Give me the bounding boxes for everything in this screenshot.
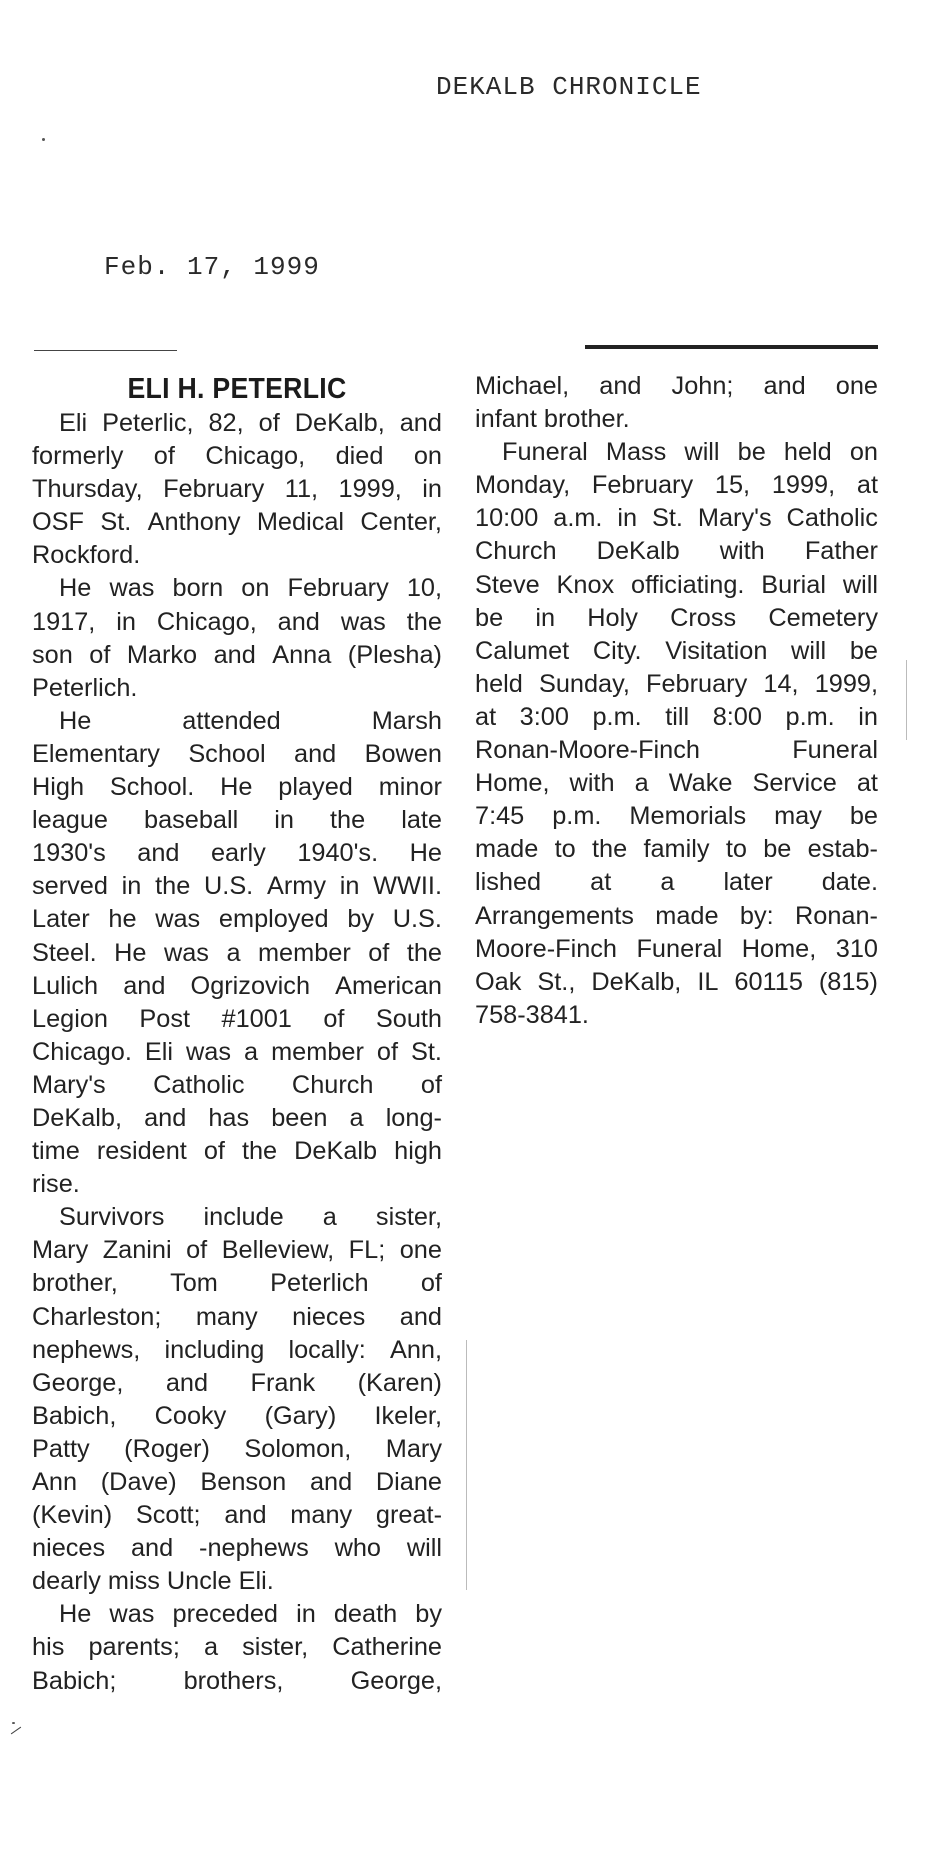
text-line: Patty (Roger) Solomon, Mary (32, 1434, 442, 1463)
text-line: served in the U.S. Army in WWII. (32, 872, 442, 901)
obituary-headline: ELI H. PETERLIC (127, 373, 347, 405)
text-line: He attended Marsh (59, 706, 442, 735)
text-line: rise. (32, 1170, 80, 1199)
text-line: Babich; brothers, George, (32, 1666, 442, 1695)
text-line: Mary's Catholic Church of (32, 1070, 442, 1099)
scan-mark (11, 1727, 21, 1735)
text-line: son of Marko and Anna (Plesha) (32, 640, 442, 669)
left-column-text (32, 407, 442, 1698)
obituary-column-left (32, 371, 442, 1698)
text-line: Arrangements made by: Ronan- (475, 901, 878, 930)
text-line: Oak St., DeKalb, IL 60115 (815) (475, 967, 878, 996)
text-line: Later he was employed by U.S. (32, 905, 442, 934)
text-line: Thursday, February 11, 1999, in (32, 475, 442, 504)
column-rule-left (34, 350, 177, 351)
text-line: Ann (Dave) Benson and Diane (32, 1468, 442, 1496)
text-line: Michael, and John; and one (475, 372, 878, 400)
text-line: held Sunday, February 14, 1999, (475, 669, 878, 698)
text-line: 758-3841. (475, 1000, 589, 1029)
text-line: Church DeKalb with Father (475, 537, 878, 566)
text-line: be in Holy Cross Cemetery (475, 603, 878, 632)
text-line: his parents; a sister, Catherine (32, 1633, 442, 1662)
text-line: Lulich and Ogrizovich American (32, 971, 442, 1000)
text-line: made to the family to be estab- (475, 835, 878, 864)
text-line: at 3:00 p.m. till 8:00 p.m. in (475, 702, 878, 731)
text-line: Steve Knox officiating. Burial will (475, 570, 878, 599)
text-line: Legion Post #1001 of South (32, 1004, 442, 1033)
text-line: (Kevin) Scott; and many great- (32, 1501, 442, 1530)
text-line: Calumet City. Visitation will be (475, 636, 878, 665)
text-line: OSF St. Anthony Medical Center, (32, 508, 442, 537)
scan-edge-line (906, 660, 907, 740)
text-line: Survivors include a sister, (59, 1203, 442, 1232)
text-line: Charleston; many nieces and (32, 1302, 442, 1331)
text-line: Elementary School and Bowen (32, 739, 442, 768)
text-line: dearly miss Uncle Eli. (32, 1567, 274, 1596)
text-line: Peterlich. (32, 673, 138, 702)
text-line: Moore-Finch Funeral Home, 310 (475, 934, 878, 963)
text-line: 1917, in Chicago, and was the (32, 607, 442, 636)
text-line: Chicago. Eli was a member of St. (32, 1037, 442, 1066)
text-line: High School. He played minor (32, 773, 442, 802)
publication-date: Feb. 17, 1999 (104, 252, 320, 282)
text-line: Eli Peterlic, 82, of DeKalb, and (59, 409, 442, 437)
scan-edge-line (466, 1340, 467, 1590)
text-line: formerly of Chicago, died on (32, 442, 442, 471)
text-line: He was born on February 10, (59, 574, 442, 603)
publication-name: DEKALB CHRONICLE (436, 72, 702, 102)
text-line: lished at a later date. (475, 868, 878, 897)
right-column-text (475, 370, 878, 1032)
text-line: league baseball in the late (32, 806, 442, 835)
text-line: Babich, Cooky (Gary) Ikeler, (32, 1401, 442, 1430)
text-line: nieces and -nephews who will (32, 1534, 442, 1563)
text-line: Monday, February 15, 1999, at (475, 471, 878, 500)
text-line: Home, with a Wake Service at (475, 769, 878, 798)
text-line: George, and Frank (Karen) (32, 1368, 442, 1397)
text-line: Funeral Mass will be held on (502, 438, 878, 467)
scan-speck (12, 1722, 15, 1724)
text-line: He was preceded in death by (59, 1600, 442, 1629)
text-line: nephews, including locally: Ann, (32, 1335, 442, 1364)
text-line: DeKalb, and has been a long- (32, 1103, 442, 1132)
text-line: 10:00 a.m. in St. Mary's Catholic (475, 504, 878, 533)
obituary-column-right (475, 370, 878, 1032)
text-line: time resident of the DeKalb high (32, 1137, 442, 1166)
text-line: Ronan-Moore-Finch Funeral (475, 736, 878, 765)
scan-speck (42, 138, 45, 141)
text-line: Mary Zanini of Belleview, FL; one (32, 1236, 442, 1265)
text-line: infant brother. (475, 405, 630, 434)
text-line: Rockford. (32, 541, 141, 570)
text-line: brother, Tom Peterlich of (32, 1269, 442, 1298)
text-line: 1930's and early 1940's. He (32, 839, 442, 868)
text-line: 7:45 p.m. Memorials may be (475, 802, 878, 831)
column-rule-right (585, 345, 878, 349)
text-line: Steel. He was a member of the (32, 938, 442, 967)
